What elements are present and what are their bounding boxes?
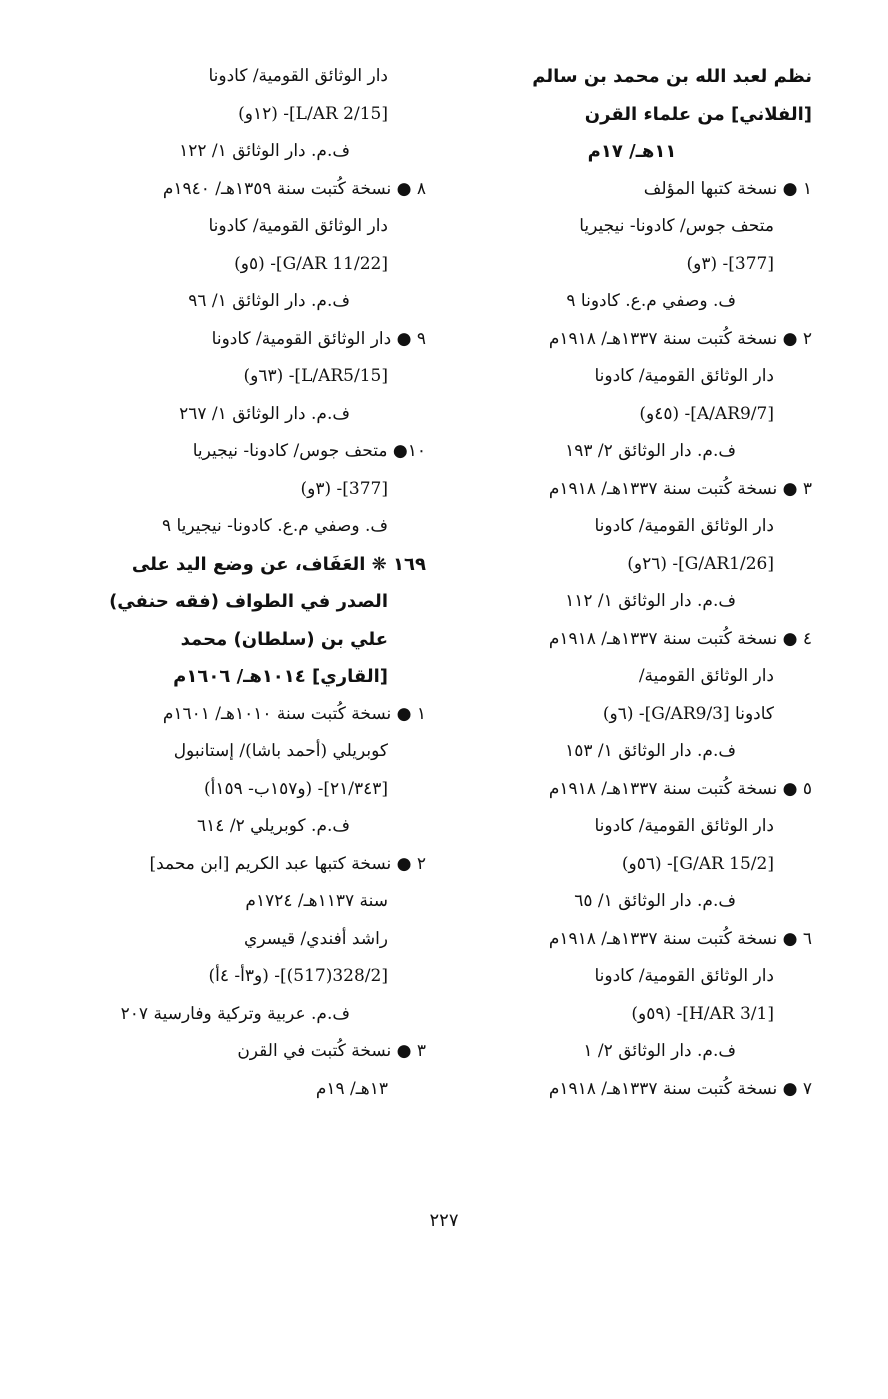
- left-column-line: ف.م. دار الوثائق ١/ ٩٦: [188, 291, 350, 311]
- right-column-line: [377]- (٣و): [686, 253, 774, 274]
- left-column-line: راشد أفندي/ قيسري: [244, 928, 388, 949]
- right-column-line: ف. وصفي م.ع. كادونا ٩: [566, 291, 736, 311]
- left-column-line: دار الوثائق القومية/ كادونا: [208, 66, 388, 86]
- right-column-line: دار الوثائق القومية/ كادونا: [594, 366, 774, 386]
- page-number: ٢٢٧: [429, 1210, 459, 1231]
- right-column-line: ٢ ● نسخة كُتبت سنة ١٣٣٧هـ/ ١٩١٨م: [548, 328, 812, 349]
- left-column-line: ف.م. عربية وتركية وفارسية ٢٠٧: [120, 1003, 350, 1024]
- left-column-line: ف.م. كوبريلي ٢/ ٦١٤: [197, 816, 350, 836]
- right-column-line: ١ ● نسخة كتبها المؤلف: [643, 178, 812, 199]
- left-column-line: سنة ١١٣٧هـ/ ١٧٢٤م: [245, 891, 388, 911]
- right-column-line: ف.م. دار الوثائق ٢/ ١٩٣: [565, 441, 736, 461]
- left-column-line: ١٠● متحف جوس/ كادونا- نيجيريا: [192, 441, 426, 461]
- left-column-line: [377]- (٣و): [300, 478, 388, 499]
- right-column-line: ٣ ● نسخة كُتبت سنة ١٣٣٧هـ/ ١٩١٨م: [548, 478, 812, 499]
- left-column-line: ٢ ● نسخة كتبها عبد الكريم [ابن محمد]: [149, 853, 426, 874]
- left-column-line: ١٣هـ/ ١٩م: [315, 1078, 388, 1099]
- left-column-line: [G/AR 11/22]- (٥و): [234, 253, 388, 274]
- left-column-line: ١ ● نسخة كُتبت سنة ١٠١٠هـ/ ١٦٠١م: [162, 703, 426, 724]
- right-column-line: كادونا [G/AR9/3]- (٦و): [602, 703, 774, 724]
- right-column-line: ٦ ● نسخة كُتبت سنة ١٣٣٧هـ/ ١٩١٨م: [548, 928, 812, 949]
- left-column-line: [القاري] ١٠١٤هـ/ ١٦٠٦م: [173, 666, 388, 687]
- right-column: [452, 58, 812, 1108]
- right-column-line: ف.م. دار الوثائق ١/ ١١٢: [565, 591, 736, 611]
- right-column-line: ف.م. دار الوثائق ١/ ١٥٣: [565, 741, 736, 761]
- right-column-line: [H/AR 3/1]- (٥٩و): [631, 1003, 774, 1024]
- right-column-line: [G/AR1/26]- (٢٦و): [627, 553, 774, 574]
- left-column-line: ٣ ● نسخة كُتبت في القرن: [237, 1041, 426, 1061]
- left-column-line: ف. وصفي م.ع. كادونا- نيجيريا ٩: [161, 516, 388, 536]
- left-column-line: ف.م. دار الوثائق ١/ ٢٦٧: [179, 403, 350, 424]
- left-column-line: دار الوثائق القومية/ كادونا: [208, 216, 388, 236]
- right-column-line: [الفلاني] من علماء القرن: [584, 103, 812, 125]
- right-column-line: دار الوثائق القومية/ كادونا: [594, 966, 774, 986]
- left-column-line: ٩ ● دار الوثائق القومية/ كادونا: [211, 328, 426, 349]
- right-column-line: نظم لعبد الله بن محمد بن سالم: [532, 66, 812, 87]
- right-column-line: ٤ ● نسخة كُتبت سنة ١٣٣٧هـ/ ١٩١٨م: [548, 628, 812, 649]
- left-column-line: كوبريلي (أحمد باشا)/ إستانبول: [173, 741, 388, 761]
- right-column-line: دار الوثائق القومية/: [638, 666, 774, 686]
- right-column-line: [A/AR9/7]- (٤٥و): [639, 403, 774, 424]
- left-column-line: [٢١/٣٤٣]- (و١٥٧ب- ١٥٩أ): [204, 778, 388, 799]
- left-column-line: [L/AR 2/15]- (١٢و): [238, 103, 388, 124]
- right-column-line: متحف جوس/ كادونا- نيجيريا: [579, 216, 774, 236]
- right-column-line: [G/AR 15/2]- (٥٦و): [621, 853, 774, 874]
- left-column-line: [L/AR5/15]- (٦٣و): [243, 366, 388, 386]
- right-column-line: ف.م. دار الوثائق ٢/ ١: [583, 1041, 736, 1061]
- left-column-line: ف.م. دار الوثائق ١/ ١٢٢: [179, 141, 350, 161]
- left-column-line: ١٦٩ ❋ العَفَاف، عن وضع اليد على: [131, 553, 426, 575]
- left-column: [70, 58, 426, 1108]
- right-column-line: ١١هـ/ ١٧م: [587, 141, 677, 162]
- right-column-line: دار الوثائق القومية/ كادونا: [594, 516, 774, 536]
- right-column-line: دار الوثائق القومية/ كادونا: [594, 816, 774, 836]
- left-column-line: [328/2(517)]- (و٣أ- ٤أ): [208, 966, 388, 986]
- left-column-line: الصدر في الطواف (فقه حنفي): [109, 591, 388, 612]
- right-column-line: ٧ ● نسخة كُتبت سنة ١٣٣٧هـ/ ١٩١٨م: [548, 1078, 812, 1099]
- left-column-line: علي بن (سلطان) محمد: [180, 628, 388, 650]
- left-column-line: ٨ ● نسخة كُتبت سنة ١٣٥٩هـ/ ١٩٤٠م: [162, 178, 426, 199]
- right-column-line: ف.م. دار الوثائق ١/ ٦٥: [574, 891, 736, 911]
- right-column-line: ٥ ● نسخة كُتبت سنة ١٣٣٧هـ/ ١٩١٨م: [548, 778, 812, 799]
